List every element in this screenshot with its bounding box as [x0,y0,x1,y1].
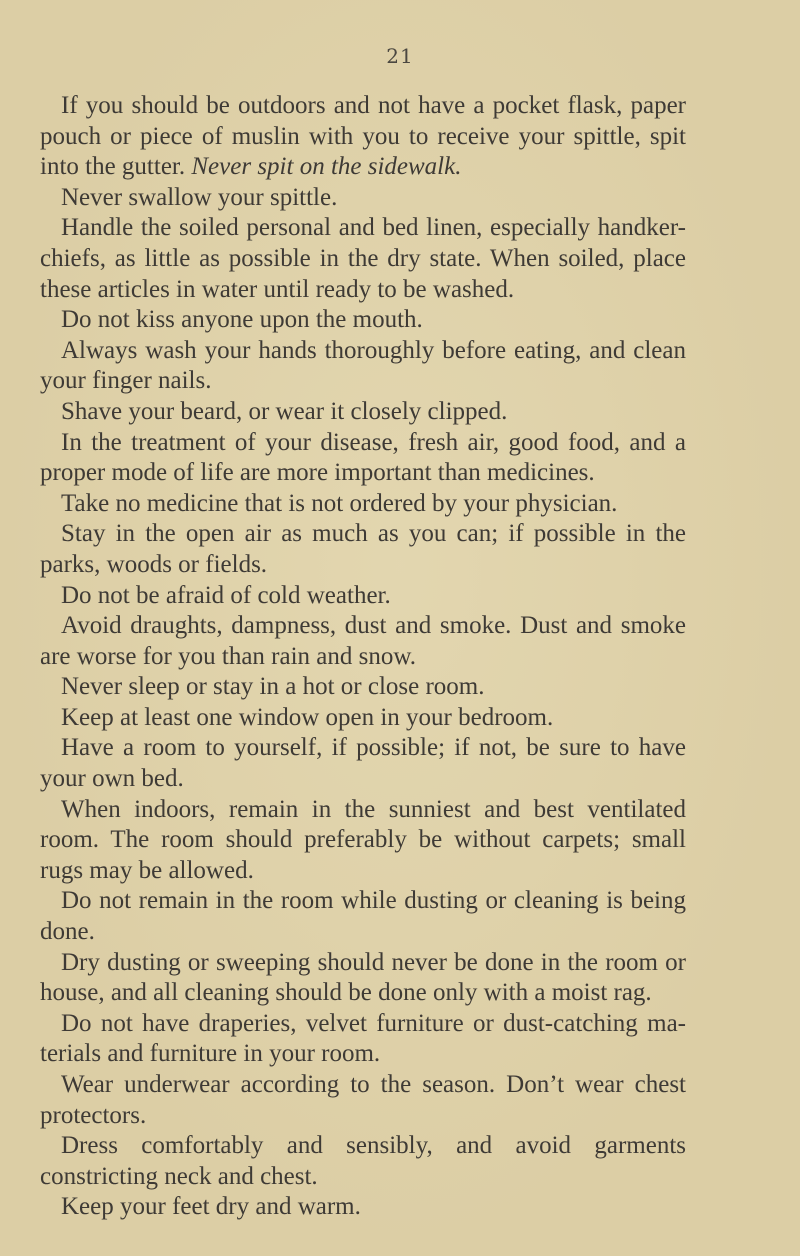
paragraph: Never swallow your spittle. [61,183,338,211]
paragraph: Always wash your hands thoroughly before eating, and clean your finger nails. [40,336,686,395]
paragraph: Have a room to yourself, if possible; if not, be sure to have your own bed. [40,734,686,793]
emphasized-warning: Never spit on the sidewalk. [191,153,462,181]
paragraph-text: If you should be outdoors and not have a pocket flask, paper pouch or piece of muslin with you to receive your spittle, spit into the gutter. [40,92,686,181]
paragraph: Avoid draughts, dampness, dust and smoke. Dust and smoke are worse for you than rain and snow. [40,612,686,670]
paragraph: Take no medicine that is not ordered by your physician. [61,489,618,517]
paragraph: When indoors, remain in the sunniest and best ventilated room. The room should preferably be without carpets; small rugs may be allowed. [40,795,686,884]
paragraph: Keep at least one window open in your bedroom. [61,703,554,731]
paragraph: Dry dusting or sweeping should never be done in the room or house, and all cleaning should be done only with a moist rag. [40,948,686,1007]
paragraph: Do not remain in the room while dusting or cleaning is being done. [40,887,686,946]
paragraph: Do not kiss anyone upon the mouth. [61,306,423,334]
paragraph: Never sleep or stay in a hot or close room. [61,673,485,701]
paragraph: Dress comfortably and sensibly, and avoid garments constricting neck and chest. [40,1132,686,1190]
paragraph: Do not have draperies, velvet furniture or dust-catching ma- terials and furniture in your room. [40,1009,686,1068]
paragraph: Wear underwear according to the season. Don’t wear chest protectors. [40,1071,686,1129]
page-number: 21 [386,44,414,68]
paragraph-outdoors-spitting [40,91,686,183]
paragraph: Shave your beard, or wear it closely clipped. [61,397,508,425]
paragraph: Do not be afraid of cold weather. [61,581,391,609]
paragraph: Stay in the open air as much as you can; if possible in the parks, woods or fields. [40,520,686,578]
body-text [40,91,686,1223]
paragraph: In the treatment of your disease, fresh air, good food, and a proper mode of life are more important than medicines. [40,428,686,487]
paragraph: Keep your feet dry and warm. [61,1193,361,1221]
paragraph: Handle the soiled personal and bed linen, especially handker- chiefs, as little as possible in the dry state. When soiled, place these articles in water until ready to be washed. [40,214,686,303]
